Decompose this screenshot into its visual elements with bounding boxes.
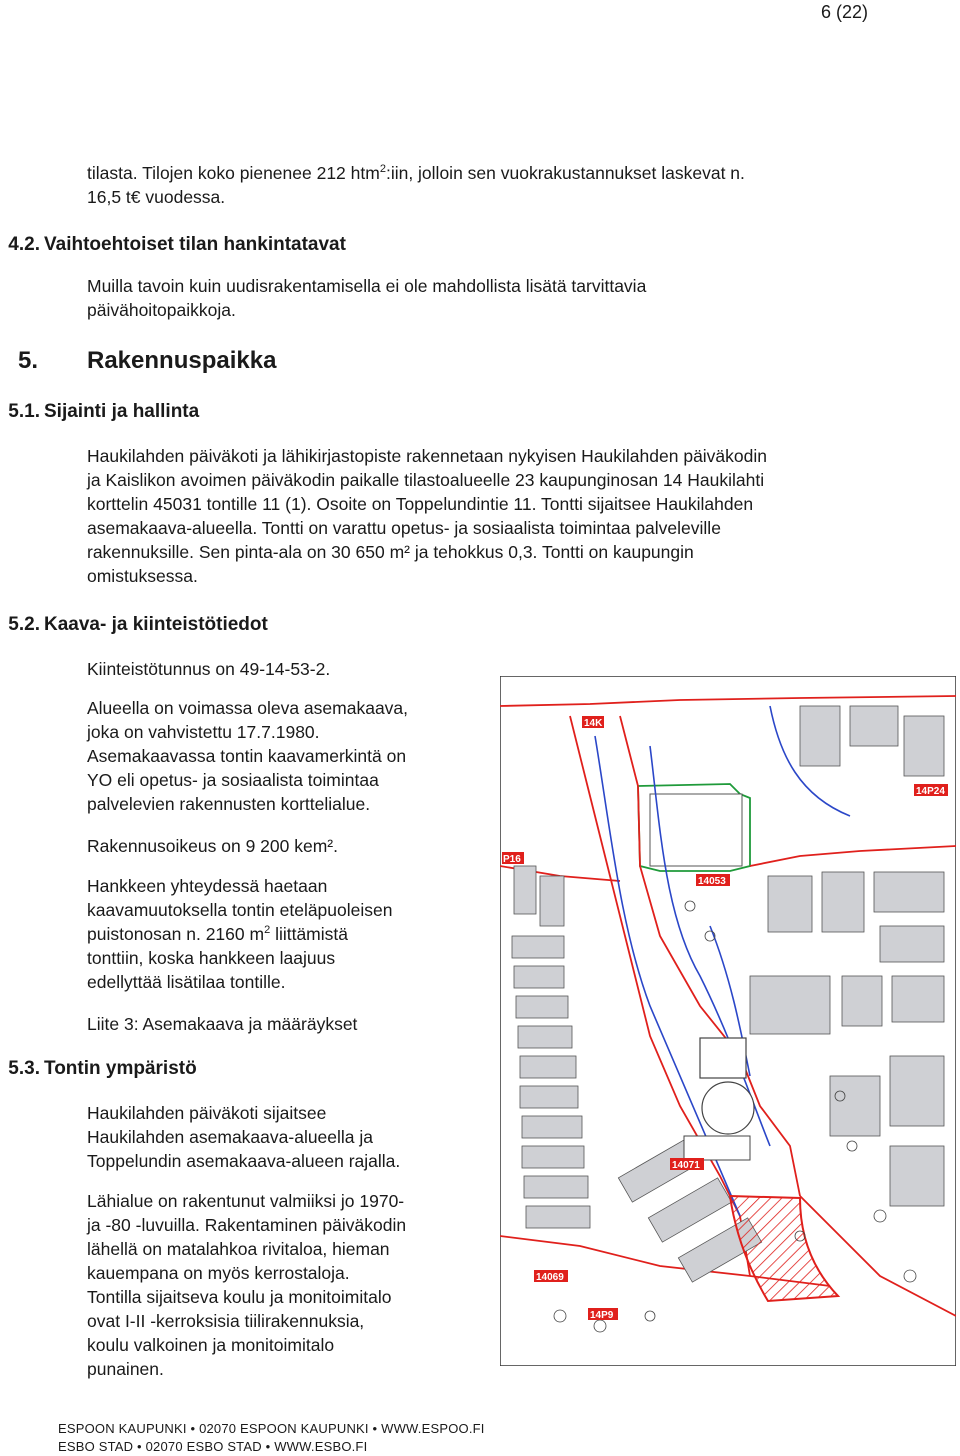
footer [58, 1420, 485, 1456]
zoning-plan-text: Alueella on voimassa oleva asemakaava, joka on vahvistettu 17.7.1980. Asemakaavassa tontin kaavamerkintä on YO eli opetus- ja sosiaalista toimintaa palvelevien rakennusten korttelialue. [87, 698, 409, 814]
surroundings-text-2: Lähialue on rakentunut valmiiksi jo 1970- ja -80 -luvuilla. Rakentaminen päiväkodin lähellä on matalahkoa rivitaloa, hieman kauempana on myös kerrostaloja. Tontilla sijaitseva koulu ja monitoimitalo ovat I-II -kerroksisia tiilirakennuksia, koulu valkoinen ja monitoimitalo punainen. [87, 1191, 407, 1379]
building-right-text: Rakennusoikeus on 9 200 kem². [87, 836, 338, 856]
map-frame [500, 676, 956, 1366]
intro-line-2: 16,5 t€ vuodessa. [87, 187, 226, 207]
section-5-heading: 5. Rakennuspaikka [18, 347, 277, 374]
footer-line-esbo: ESBO STAD • 02070 ESBO STAD • WWW.ESBO.FI [58, 1439, 368, 1454]
map-label-14069: 14069 [536, 1272, 564, 1283]
page-number: 6 (22) [820, 2, 868, 22]
map-label-14071: 14071 [672, 1160, 700, 1171]
intro-paragraph [87, 161, 917, 209]
section-5-2-heading: 5.2. Kaava- ja kiinteistötiedot [8, 614, 268, 635]
section-4-2-text: Muilla tavoin kuin uudisrakentamisella ei ole mahdollista lisätä tarvittavia päivähoitopaikkoja. [87, 276, 647, 320]
section-4-2-heading: 4.2. Vaihtoehtoiset tilan hankintatavat [8, 234, 346, 255]
zoning-map [500, 676, 956, 1366]
map-label-14k: 14K [584, 718, 603, 729]
intro-line-1: tilasta. Tilojen koko pienenee 212 htm$^2$:iin, jolloin sen vuokrakustannukset laskevat n. [87, 163, 745, 183]
map-label-14p9: 14P9 [590, 1310, 614, 1321]
map-label-p16: P16 [503, 854, 521, 865]
map-label-14053: 14053 [698, 876, 726, 887]
footer-line-espoo: ESPOON KAUPUNKI • 02070 ESPOON KAUPUNKI • WWW.ESPOO.FI [58, 1421, 485, 1436]
section-5-1-heading: 5.1. Sijainti ja hallinta [8, 401, 200, 422]
section-5-3-heading: 5.3. Tontin ympäristö [8, 1058, 197, 1079]
section-5-1-text: Haukilahden päiväkoti ja lähikirjastopiste rakennetaan nykyisen Haukilahden päiväkodin ja Kaislikon avoimen päiväkodin paikalle tilastoalueelle 23 kaupunginosan 14 Haukilahti korttelin 45031 tontille 11 (1). Osoite on Toppelundintie 11. Tontti sijaitsee Haukilahden asemakaava-alueella. Tontti on varattu opetus- ja sosiaalista toimintaa palveleville rakennuksille. Sen pinta-ala on 30 650 m² ja tehokkus 0,3. Tontti on kaupungin omistuksessa. [87, 446, 768, 586]
map-label-14p24: 14P24 [916, 786, 945, 797]
surroundings-text-1: Haukilahden päiväkoti sijaitsee Haukilahden asemakaava-alueella ja Toppelundin asemakaava-alueen rajalla. [87, 1103, 401, 1171]
property-id-text: Kiinteistötunnus on 49-14-53-2. [87, 659, 331, 679]
appendix-reference: Liite 3: Asemakaava ja määräykset [87, 1014, 358, 1034]
plan-change-text: Hankkeen yhteydessä haetaan kaavamuutoksella tontin eteläpuoleisen puistonosan n. 2160 $m^2$ liittämistä tonttiin, koska hankkeen laajuus edellyttää lisätilaa tontille. [87, 876, 393, 992]
